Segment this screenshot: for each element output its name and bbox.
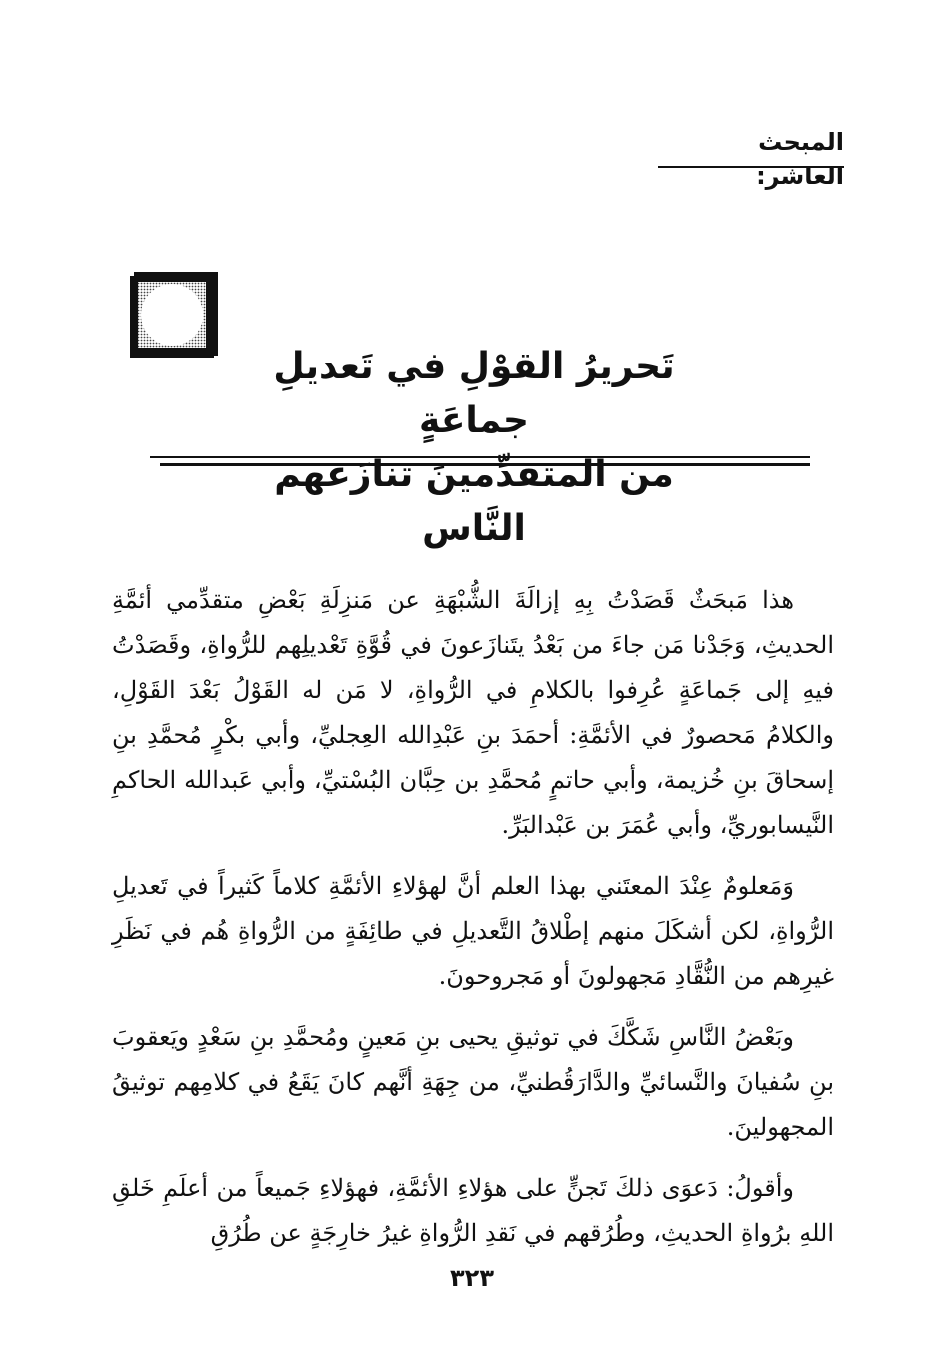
paragraph-1: هذا مَبحَثٌ قَصَدْتُ بِهِ إزالَةَ الشُّبْهَةِ عن مَنزِلَةِ بَعْضِ متقدِّمي أئمَّةِ الحديثِ، وَجَدْنا مَن جاءَ من بَعْدُ يتَنازَعونَ في قُوَّةِ تَعْديلِهم للرُّواةِ، وقَصَدْتُ فيهِ إلى جَماعَةٍ عُرِفوا بالكلامِ في الرُّواةِ، لا مَن له القَوْلُ بَعْدَ القَوْلِ، والكلامُ مَحصورٌ في الأئمَّةِ: أحمَدَ بنِ عَبْدِالله العِجليِّ، وأبي بكْرٍ مُحمَّدِ بنِ إسحاقَ بنِ خُزيمة، وأبي حاتمٍ مُحمَّدِ بن حِبَّان البُسْتيِّ، وأبي عَبدالله الحاكمِ النَّيسابوريِّ، وأبي عُمَرَ بن عَبْدالبَرِّ. xyxy=(112,586,835,839)
paragraph-2: وَمَعلومٌ عِنْدَ المعتَني بهذا العلم أنَّ لهؤلاءِ الأئمَّةِ كلاماً كَثيراً في تَعديلِ الرُّواةِ، لكن أشكَلَ منهم إطْلاقُ التَّعديلِ في طائِفَةٍ من الرُّواةِ هُم في نَظَرِ غيرِهم من النُّقَّادِ مَجهولونَ أو مَجروحونَ. xyxy=(112,872,834,990)
paragraph-4: وأقولُ: دَعوَى ذلكَ تَجنٍّ على هؤلاءِ الأئمَّةِ، فهؤلاءِ جَميعاً من أعلَمِ خَلقِ اللهِ برُواةِ الحديثِ، وطُرُقهم في نَقدِ الرُّواةِ غيرُ خارِجَةٍ عن طُرُقِ xyxy=(112,1174,834,1247)
chapter-title-line-2: من المتقدِّمينَ تنازَعهم النَّاس xyxy=(274,454,674,549)
paragraph-3: وبَعْضُ النَّاسِ شَكَّكَ في توثيقِ يحيى بنِ مَعينٍ ومُحمَّدِ بنِ سَعْدٍ ويَعقوبَ بنِ سُفيانَ والنَّسائيِّ والدَّارَقُطنيِّ، من جِهَةِ أنَّهم كانَ يَقَعُ في كلامِهم توثيقُ المجهولينَ. xyxy=(112,1023,835,1141)
chapter-title xyxy=(244,340,704,556)
page-number: ٣٢٣ xyxy=(450,1264,494,1292)
section-label: المبحث العاشر: xyxy=(756,128,844,190)
section-label-underline xyxy=(658,166,844,168)
body-text xyxy=(112,578,834,1272)
title-rule-thin xyxy=(150,456,810,458)
title-double-rule xyxy=(150,456,810,466)
ornament-frame-icon xyxy=(128,270,220,360)
title-rule-thick xyxy=(160,463,810,466)
chapter-title-line-1: تَحريرُ القوْلِ في تَعديلِ جماعَةٍ xyxy=(273,346,675,441)
